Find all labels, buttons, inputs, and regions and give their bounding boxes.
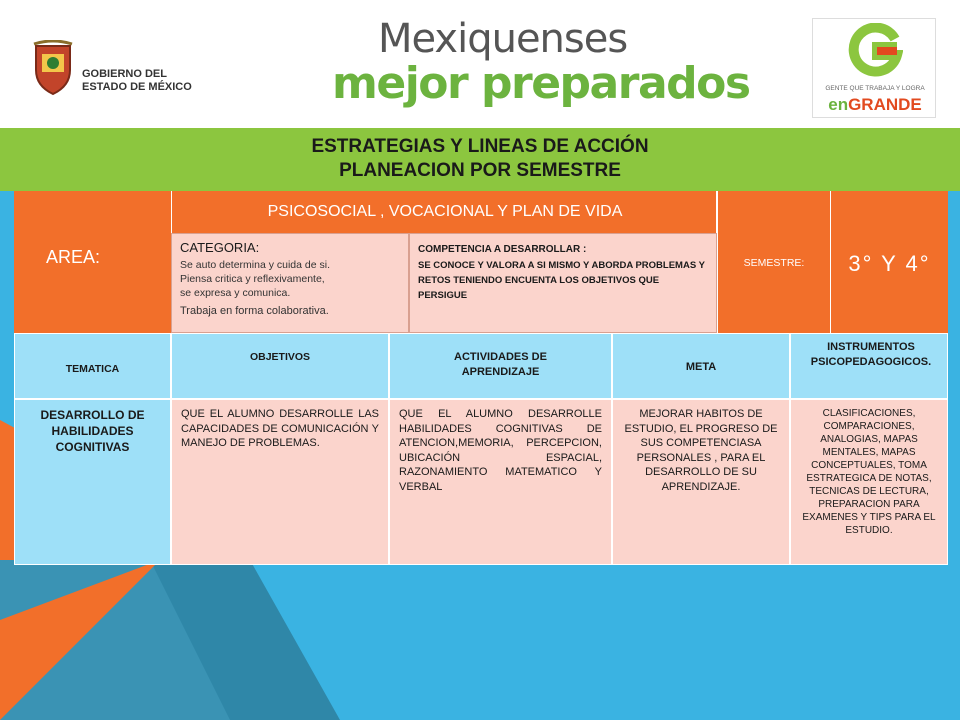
area-value-cell <box>171 191 717 233</box>
state-shield-icon <box>30 40 76 96</box>
cell-actividades: QUE EL ALUMNO DESARROLLE HABILIDADES COGNITIVAS DE ATENCION,MEMORIA, PERCEPCION, UBICACIÓN ESPACIAL, RAZONAMIENTO MATEMATICO Y VERBAL <box>389 399 612 565</box>
header-actividades: ACTIVIDADES DE APRENDIZAJE <box>389 333 612 399</box>
competencia-heading: COMPETENCIA A DESARROLLAR : <box>418 244 587 255</box>
categoria-line: Piensa critica y reflexivamente, <box>180 273 325 285</box>
categoria-heading: CATEGORIA: <box>180 240 260 255</box>
semestre-cell <box>717 191 831 333</box>
header-instrumentos: INSTRUMENTOS PSICOPEDAGOGICOS. <box>790 333 948 399</box>
semestre-label: SEMESTRE: <box>743 257 805 269</box>
header-banner <box>0 0 960 128</box>
header-tematica: TEMATICA <box>14 333 171 399</box>
area-section <box>14 191 948 333</box>
competencia-text: SE CONOCE Y VALORA A SI MISMO Y ABORDA PROBLEMAS Y RETOS TENIENDO ENCUENTA LOS OBJETIVOS QUE PERSIGUE <box>418 260 705 301</box>
semestre-value: 3° Y 4° <box>848 251 931 276</box>
categoria-line: Se auto determina y cuida de si. <box>180 259 331 271</box>
categoria-cell <box>171 233 409 333</box>
cell-meta: MEJORAR HABITOS DE ESTUDIO, EL PROGRESO DE SUS COMPETENCIASA PERSONALES , PARA EL DESARROLLO DE SU APRENDIZAJE. <box>612 399 790 565</box>
competencia-cell <box>409 233 717 333</box>
engrande-logo <box>812 18 936 118</box>
engrande-word <box>817 95 933 115</box>
planning-table <box>14 333 948 565</box>
area-label: AREA: <box>46 247 101 267</box>
cell-objetivos: QUE EL ALUMNO DESARROLLE LAS CAPACIDADES DE COMUNICACIÓN Y MANEJO DE PROBLEMAS. <box>171 399 389 565</box>
categoria-line: se expresa y comunica. <box>180 287 291 299</box>
title-line-2: PLANEACION POR SEMESTRE <box>339 160 621 181</box>
engrande-tagline: GENTE QUE TRABAJA Y LOGRA <box>825 85 925 92</box>
gov-line-1: GOBIERNO DEL <box>82 68 167 80</box>
title-line-1: ESTRATEGIAS Y LINEAS DE ACCIÓN <box>311 136 649 157</box>
area-value: PSICOSOCIAL , VOCACIONAL Y PLAN DE VIDA <box>267 203 623 220</box>
categoria-last-line: Trabaja en forma colaborativa. <box>180 305 329 317</box>
gov-logo <box>30 40 220 100</box>
engrande-word-grande: GRANDE <box>848 95 922 114</box>
cell-instrumentos: CLASIFICACIONES, COMPARACIONES, ANALOGIAS, MAPAS MENTALES, MAPAS CONCEPTUALES, TOMA ESTRATEGICA DE NOTAS, TECNICAS DE LECTURA, PREPARACION PARA EXAMENES Y TIPS PARA EL ESTUDIO. <box>790 399 948 565</box>
header-meta: META <box>612 333 790 399</box>
brand-line-1: Mexiquenses <box>378 16 628 62</box>
g-logo-icon <box>847 23 903 79</box>
title-band <box>0 128 960 191</box>
engrande-word-en: en <box>828 95 849 114</box>
brand-line-2: mejor preparados <box>332 58 750 109</box>
header-objetivos: OBJETIVOS <box>171 333 389 399</box>
cell-tematica: DESARROLLO DE HABILIDADES COGNITIVAS <box>14 399 171 565</box>
gov-line-2: ESTADO DE MÉXICO <box>82 81 192 93</box>
